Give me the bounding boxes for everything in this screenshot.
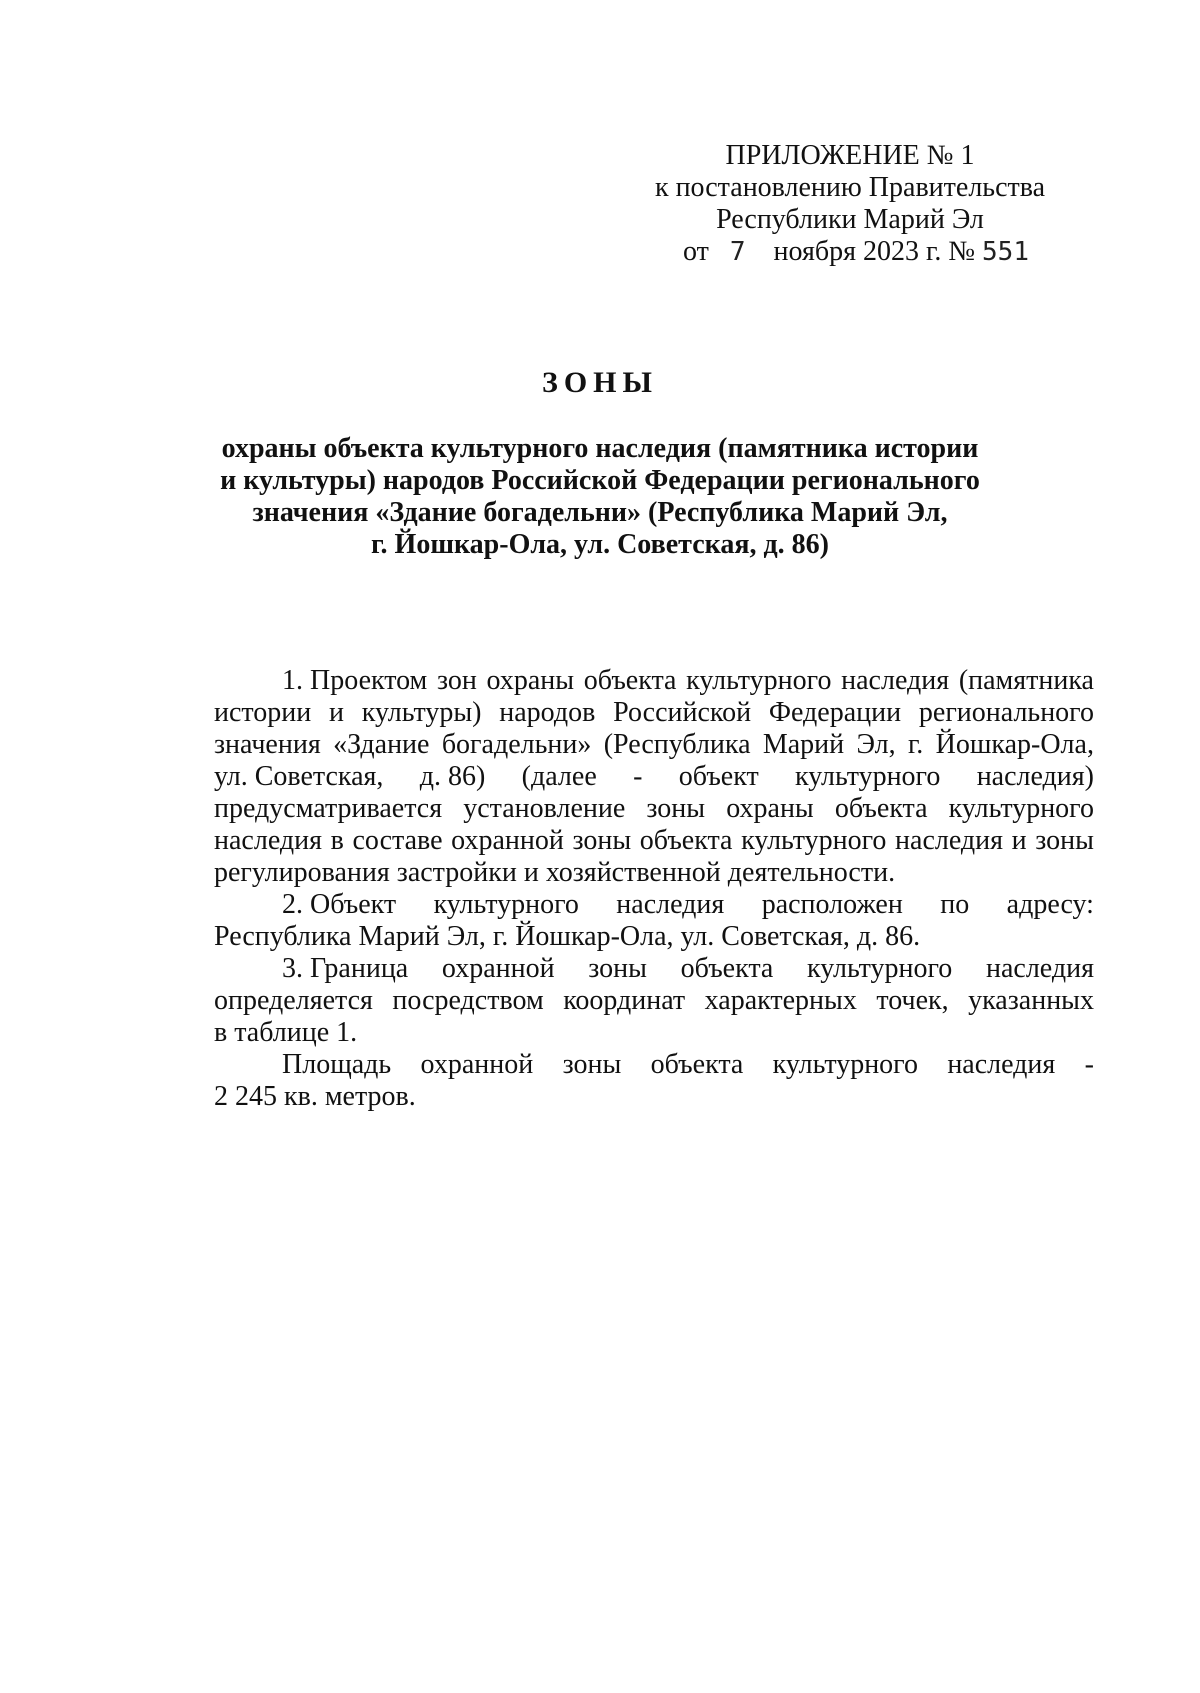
- text-line: [214, 761, 1094, 793]
- word: Эл,: [856, 729, 896, 760]
- word: «Здание: [333, 729, 430, 760]
- text-line: [214, 793, 1094, 825]
- word: д. 86): [419, 761, 486, 792]
- doc-number: 551: [982, 237, 1029, 267]
- text-line: [214, 825, 1094, 857]
- paragraph-2: [214, 889, 1094, 953]
- paragraph-4: [214, 1049, 1094, 1113]
- word: точек,: [876, 985, 949, 1016]
- appendix-date-line: [612, 236, 1100, 268]
- subtitle-line: охраны объекта культурного наследия (памятника истории: [221, 433, 979, 464]
- word: наследия: [616, 889, 725, 920]
- word: охранной: [420, 1049, 534, 1080]
- word: Площадь: [282, 1049, 392, 1080]
- word: культурного: [686, 665, 832, 696]
- word: -: [633, 761, 643, 792]
- word: культурного: [795, 761, 941, 792]
- text-line: в таблице 1.: [214, 1017, 358, 1048]
- word: 2. Объект: [282, 889, 397, 920]
- word: культурного: [772, 1049, 918, 1080]
- word: объекта: [834, 793, 928, 824]
- word: указанных: [968, 985, 1094, 1016]
- word: Федерации: [768, 697, 902, 728]
- date-rest: ноября 2023 г. №: [773, 236, 976, 267]
- subtitle-line: значения «Здание богадельни» (Республика Марий Эл,: [252, 497, 948, 528]
- word: культурного: [807, 953, 953, 984]
- word: зоны: [646, 793, 706, 824]
- word: предусматривается: [214, 793, 443, 824]
- word: наследия: [985, 953, 1094, 984]
- word: наследия: [895, 825, 1004, 856]
- date-prefix: от: [683, 236, 709, 267]
- text-line: [214, 1049, 1094, 1081]
- word: и: [329, 697, 345, 728]
- appendix-title: ПРИЛОЖЕНИЕ № 1: [725, 140, 975, 171]
- text-line: [214, 889, 1094, 921]
- word: объекта: [639, 825, 733, 856]
- word: установление: [463, 793, 626, 824]
- text-line: [214, 985, 1094, 1017]
- word: охранной: [451, 825, 564, 856]
- word: культурного: [741, 825, 887, 856]
- word: значения: [214, 729, 321, 760]
- subtitle-line: г. Йошкар-Ола, ул. Советская, д. 86): [370, 529, 830, 560]
- word: Йошкар-Ола,: [935, 729, 1094, 760]
- word: (далее: [521, 761, 597, 792]
- text-line: регулирования застройки и хозяйственной деятельности.: [214, 857, 896, 888]
- word: характерных: [704, 985, 857, 1016]
- word: зоны: [572, 825, 632, 856]
- word: регионального: [918, 697, 1094, 728]
- word: наследия: [841, 665, 950, 696]
- word: наследия): [976, 761, 1094, 792]
- text-line: [214, 953, 1094, 985]
- document-subtitle: [200, 433, 1000, 561]
- word: Марий: [762, 729, 845, 760]
- word: объекта: [680, 953, 774, 984]
- word: культурного: [433, 889, 579, 920]
- word: наследия: [947, 1049, 1056, 1080]
- word: объекта: [650, 1049, 744, 1080]
- document-title: ЗОНЫ: [542, 366, 658, 399]
- paragraph-1: [214, 665, 1094, 889]
- word: охранной: [441, 953, 555, 984]
- word: зоны: [1035, 825, 1094, 856]
- word: координат: [563, 985, 686, 1016]
- word: охраны: [486, 665, 575, 696]
- word: г.: [907, 729, 924, 760]
- word: культуры): [361, 697, 482, 728]
- word: (памятника: [958, 665, 1094, 696]
- word: и: [1011, 825, 1027, 856]
- word: -: [1084, 1049, 1094, 1080]
- document-body: [214, 665, 1094, 1113]
- text-line: Республика Марий Эл, г. Йошкар-Ола, ул. Советская, д. 86.: [214, 921, 921, 952]
- word: 1. Проектом: [282, 665, 428, 696]
- word: охраны: [726, 793, 814, 824]
- word: определяется: [214, 985, 373, 1016]
- word: объекта: [583, 665, 677, 696]
- appendix-line-2: Республики Марий Эл: [716, 204, 984, 235]
- word: истории: [214, 697, 312, 728]
- text-line: [214, 697, 1094, 729]
- date-day: 7: [729, 237, 746, 267]
- word: наследия: [214, 825, 322, 856]
- text-line: [214, 665, 1094, 697]
- word: расположен: [761, 889, 903, 920]
- word: по: [940, 889, 970, 920]
- word: адресу:: [1006, 889, 1094, 920]
- word: 3. Граница: [282, 953, 409, 984]
- word: составе: [352, 825, 443, 856]
- word: народов: [499, 697, 596, 728]
- word: зоны: [588, 953, 647, 984]
- appendix-header: [600, 140, 1100, 268]
- word: богадельни»: [441, 729, 592, 760]
- paragraph-3: [214, 953, 1094, 1049]
- word: Российской: [613, 697, 752, 728]
- word: объект: [678, 761, 759, 792]
- word: зон: [436, 665, 477, 696]
- word: культурного: [948, 793, 1094, 824]
- word: в: [330, 825, 344, 856]
- word: (Республика: [603, 729, 751, 760]
- word: ул. Советская,: [214, 761, 384, 792]
- word: посредством: [392, 985, 544, 1016]
- appendix-line-1: к постановлению Правительства: [654, 172, 1046, 203]
- subtitle-line: и культуры) народов Российской Федерации регионального: [220, 465, 980, 496]
- text-line: 2 245 кв. метров.: [214, 1081, 416, 1112]
- text-line: [214, 729, 1094, 761]
- word: зоны: [562, 1049, 622, 1080]
